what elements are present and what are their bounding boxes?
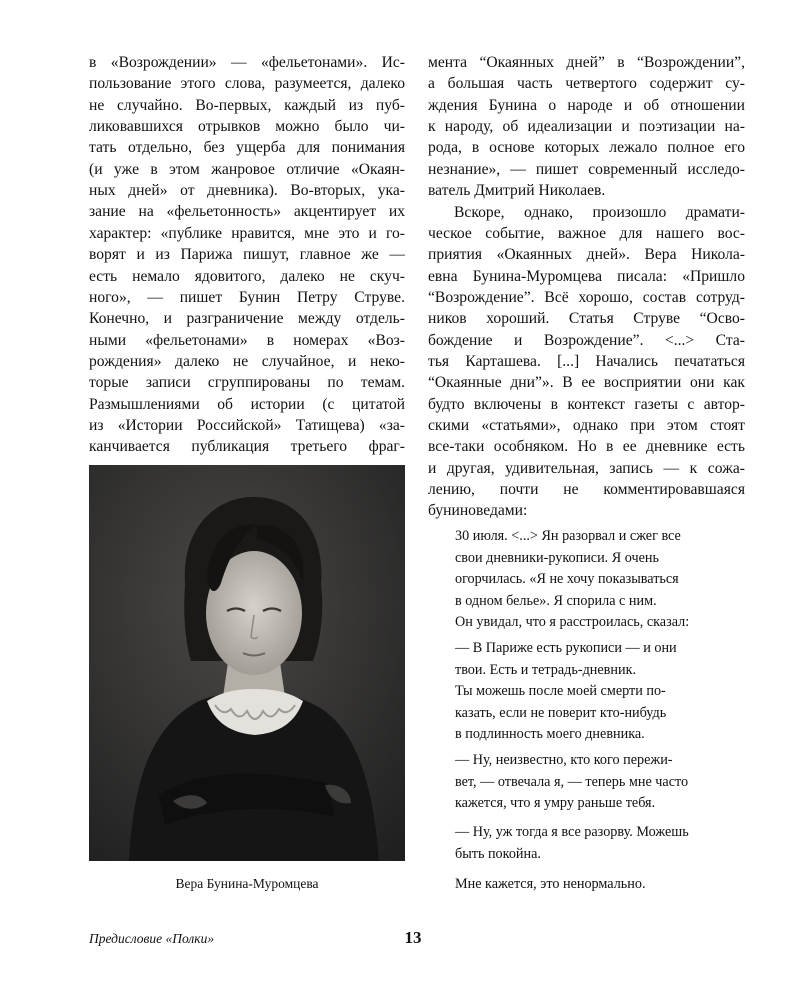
right-text-line: мента “Окаянных дней” в “Возрождении”,	[428, 54, 745, 71]
quote-line: Ты можешь после моей смерти по-	[455, 683, 666, 699]
quote-line: 30 июля. <...> Ян разорвал и сжег все	[455, 528, 681, 544]
right-text-line: все-таки особняком. Но в ее дневнике есть	[428, 438, 745, 456]
quote-line: Мне кажется, это ненормально.	[455, 876, 646, 892]
left-text-line: есть немало ядовитого, далеко не скуч-	[89, 267, 405, 285]
quote-line: огорчилась. «Я не хочу показываться	[455, 571, 679, 587]
quote-line: — В Париже есть рукописи — и они	[455, 640, 677, 656]
left-text-line: ворят и из Парижа пишут, главное же —	[89, 246, 405, 264]
quote-line: в одном белье». Я спорила с ним.	[455, 592, 657, 609]
left-text-line: ного», — пишет Бунин Петру Струве.	[89, 288, 405, 306]
right-text-line: рода, в основе которых лежало полное его	[428, 139, 745, 157]
right-text-line: приятия «Окаянных дней». Вера Никола-	[428, 246, 745, 264]
left-text-line: ными «фельетонами» в номерах «Воз-	[89, 331, 405, 349]
right-text-line: а большая часть четвертого содержит су-	[428, 75, 745, 93]
running-title: Предисловие «Полки»	[89, 931, 215, 946]
right-text-line: к народу, об идеализации и поэтизации на-	[428, 118, 745, 136]
photo-caption: Вера Бунина-Муромцева	[175, 876, 319, 891]
left-text-line: рождения» далеко не случайное, и неко-	[89, 352, 405, 370]
left-text-line: пользование этого слова, разумеется, далеко	[89, 75, 405, 93]
left-text-line: характер: «публике нравится, мне это и го-	[89, 224, 405, 242]
left-text-line: тать отдельно, без ущерба для понимания	[89, 139, 405, 157]
right-text-line: ватель Дмитрий Николаев.	[428, 182, 606, 200]
quote-line: в подлинность моего дневника.	[455, 726, 645, 742]
quote-line: быть покойна.	[455, 845, 541, 862]
left-text-line: ных дней» от дневника). Во-вторых, ука-	[89, 182, 405, 200]
left-text-line: торые записи сгруппированы по темам.	[89, 374, 405, 392]
right-text-line: “Возрождение”. Всё хорошо, состав сотруд-	[428, 288, 745, 306]
right-text-line: скими «статьями», однако при этом стоят	[428, 417, 745, 434]
quote-line: кажется, что я умру раньше тебя.	[455, 795, 656, 811]
right-text-line: будто включены в контекст газеты с автор-	[428, 395, 745, 413]
right-text-line: тья Карташева. [...] Начались печататься	[428, 352, 745, 370]
right-text-line: “Окаянные дни”». В ее восприятии они как	[428, 374, 745, 392]
quote-line: вет, — отвечала я, — теперь мне часто	[455, 773, 689, 790]
left-text-line: (и уже в этом жанровое отличие «Окаян-	[89, 160, 405, 178]
left-text-line: Конечно, и разграничение между отдель-	[89, 310, 405, 328]
quote-line: свои дневники-рукописи. Я очень	[455, 549, 659, 566]
right-text-line: и другая, удивительная, запись — к сожа-	[428, 459, 745, 477]
left-text-line: в «Возрождении» — «фельетонами». Ис-	[89, 54, 405, 71]
left-text-line: зание на «фельетонность» акцентирует их	[89, 203, 405, 221]
right-text-line: лению, почти не комментировавшаяся	[428, 481, 745, 499]
right-text-line: незнание», — пишет современный исследо-	[428, 160, 745, 178]
quote-line: — Ну, уж тогда я все разорву. Можешь	[455, 824, 689, 840]
left-text-line: из «Истории Российской» Татищева) «за-	[89, 416, 405, 434]
left-text-line: Размышлениями об истории (с цитатой	[89, 395, 405, 413]
right-text-line: бождение и Возрождение”. <...> Ста-	[428, 331, 745, 349]
left-text-line: канчивается публикация третьего фраг-	[89, 438, 405, 456]
left-text-line: не случайно. Во-первых, каждый из пуб-	[89, 96, 405, 114]
quote-line: — Ну, неизвестно, кто кого пережи-	[455, 752, 673, 768]
portrait-photo	[89, 465, 405, 861]
right-text-line: Вскоре, однако, произошло драмати-	[454, 203, 745, 221]
right-text-line: евна Бунина-Муромцева писала: «Пришло	[428, 267, 745, 285]
left-text-line: ликовавшихся отрывков можно было чи-	[89, 118, 405, 136]
right-text-line: буниноведами:	[428, 502, 528, 520]
quote-line: твои. Есть и тетрадь-дневник.	[455, 661, 637, 678]
right-text-line: ников хороший. Статья Струве “Осво-	[428, 310, 745, 328]
page-number: 13	[404, 928, 422, 947]
right-text-line: ждения Бунина о народе и об отношении	[428, 96, 745, 114]
quote-line: Он увидал, что я расстроилась, сказал:	[455, 614, 690, 630]
portrait-illustration	[89, 465, 405, 861]
quote-line: казать, если не поверит кто-нибудь	[455, 704, 667, 721]
right-text-line: ческое событие, важное для нашего вос-	[428, 224, 745, 242]
